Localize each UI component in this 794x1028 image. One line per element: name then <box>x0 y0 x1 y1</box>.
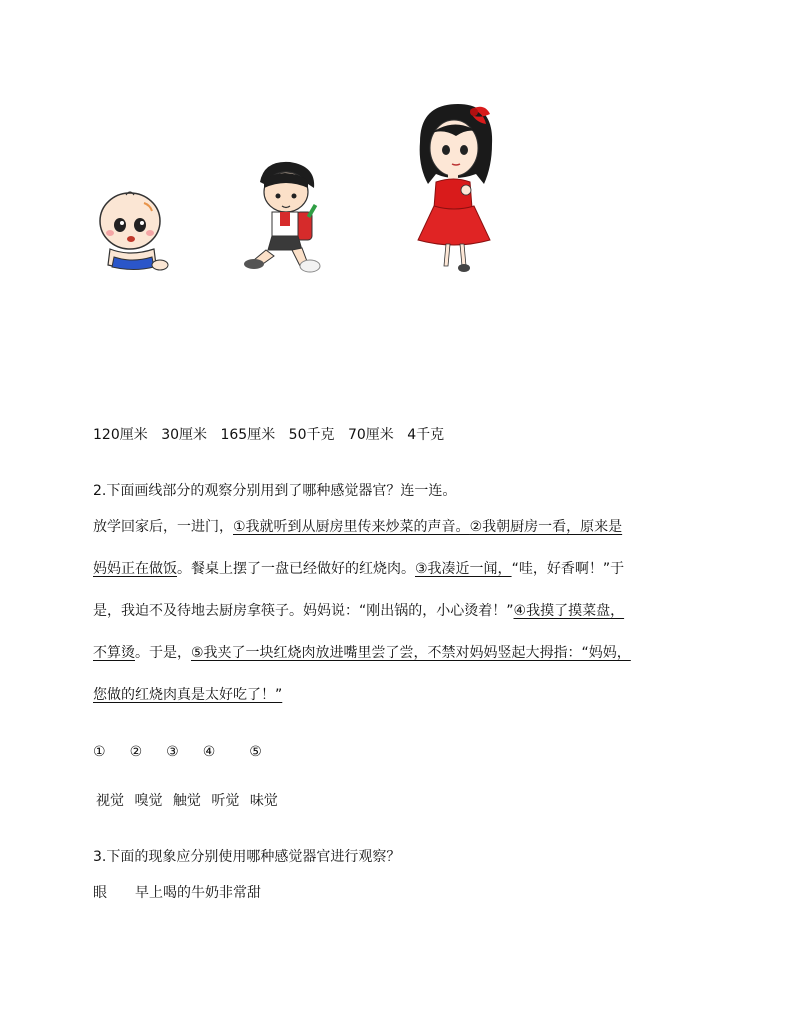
circled-numbers-row <box>93 744 262 760</box>
girl-illustration <box>406 100 498 276</box>
passage-text: “哇，好香啊！”于 <box>511 561 625 577</box>
underlined-observation-3: ③我凑近一闻， <box>415 561 512 577</box>
passage-line-5 <box>93 684 282 704</box>
underlined-observation-4-cont: 不算烫 <box>93 645 135 661</box>
question-2-title: 2.下面画线部分的观察分别用到了哪种感觉器官？连一连。 <box>93 483 457 499</box>
sense-option: 触觉 <box>172 793 201 809</box>
passage-text: 。餐桌上摆了一盘已经做好的红烧肉。 <box>177 561 415 577</box>
question-3-title: 3.下面的现象应分别使用哪种感觉器官进行观察？ <box>93 849 401 865</box>
measurement-options <box>93 424 453 444</box>
passage-text: 放学回家后，一进门， <box>93 519 233 535</box>
measurement-option: 70厘米 <box>347 427 394 443</box>
underlined-observation-4: ④我摸了摸菜盘， <box>513 603 625 619</box>
circled-number: ④ <box>202 744 216 760</box>
underlined-observation-5: ⑤我夹了一块红烧肉放进嘴里尝了尝，不禁对妈妈竖起大拇指：“妈妈， <box>191 645 631 661</box>
passage-line-3 <box>93 600 624 620</box>
circled-number: ② <box>129 744 143 760</box>
underlined-observation-5-cont: 您做的红烧肉真是太好吃了！” <box>93 687 283 703</box>
passage-text: 是，我迫不及待地去厨房拿筷子。妈妈说：“刚出锅的，小心烫着！” <box>93 603 514 619</box>
baby-illustration <box>96 183 174 279</box>
schoolboy-illustration <box>244 156 326 274</box>
passage-line-2 <box>93 558 624 578</box>
measurement-option: 120厘米 <box>93 427 148 443</box>
underlined-observation-2-cont: 妈妈正在做饭 <box>93 561 177 577</box>
sense-option: 视觉 <box>96 793 124 809</box>
sense-option: 嗅觉 <box>134 793 163 809</box>
phenomenon: 早上喝的牛奶非常甜 <box>135 885 261 901</box>
senses-row <box>96 790 284 810</box>
passage-line-4 <box>93 642 631 662</box>
measurement-option: 4千克 <box>407 427 445 443</box>
sense-organ: 眼 <box>93 885 107 901</box>
passage-line-1 <box>93 516 622 536</box>
measurement-option: 165厘米 <box>220 427 276 443</box>
measurement-option: 50千克 <box>288 427 335 443</box>
circled-number: ① <box>93 744 106 760</box>
circled-number: ⑤ <box>249 744 262 760</box>
underlined-observation-2: ②我朝厨房一看，原来是 <box>469 519 623 535</box>
passage-text: 。于是， <box>135 645 191 661</box>
sense-option: 听觉 <box>211 793 240 809</box>
question-3-row <box>93 882 261 902</box>
sense-option: 味觉 <box>249 793 278 809</box>
measurement-option: 30厘米 <box>161 427 208 443</box>
circled-number: ③ <box>166 744 179 760</box>
underlined-observation-1: ①我就听到从厨房里传来炒菜的声音。 <box>233 519 470 535</box>
